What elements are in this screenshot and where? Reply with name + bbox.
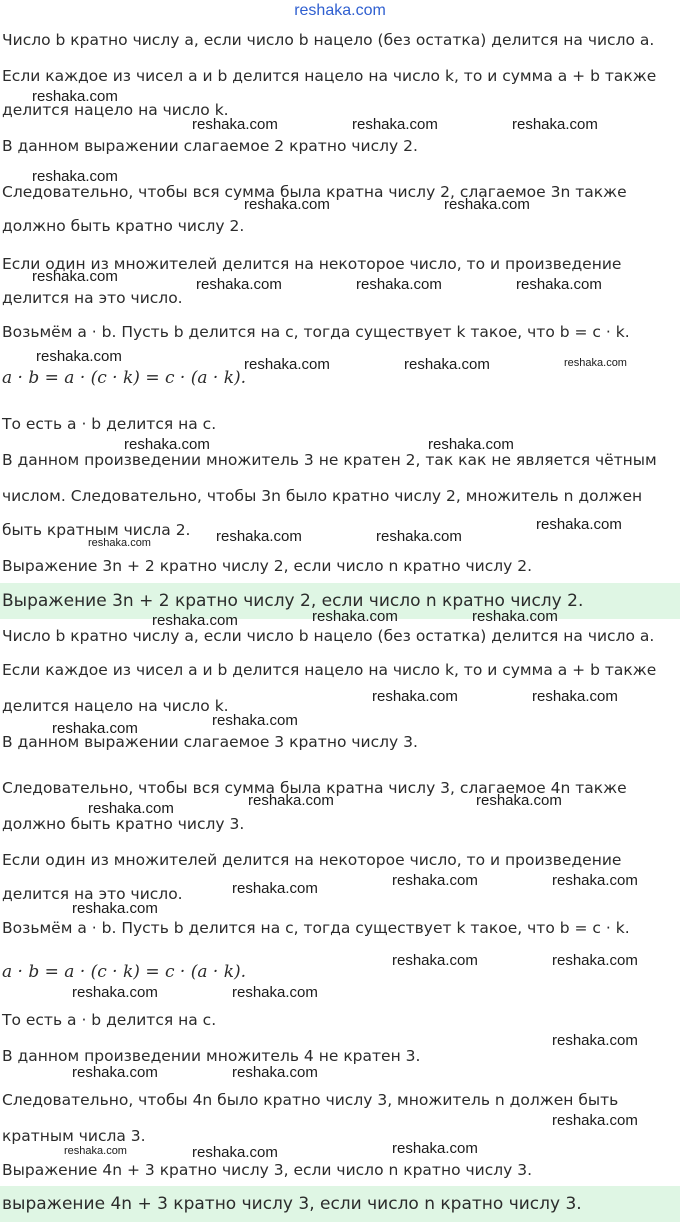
text-line: Если один из множителей делится на некоторое число, то и произведение	[2, 255, 622, 273]
text-line: делится на это число.	[2, 885, 183, 903]
formula-line: a · b = a · (c · k) = c · (a · k).	[2, 368, 247, 388]
watermark: reshaka.com	[392, 1140, 478, 1157]
watermark: reshaka.com	[552, 1112, 638, 1129]
text-line: Число b кратно числу a, если число b нацело (без остатка) делится на число a.	[2, 627, 655, 645]
watermark: reshaka.com	[196, 276, 282, 293]
watermark: reshaka.com	[64, 1145, 127, 1157]
watermark: reshaka.com	[124, 436, 210, 453]
watermark: reshaka.com	[392, 952, 478, 969]
text-line: Возьмём a · b. Пусть b делится на c, тогда существует k такое, что b = c · k.	[2, 919, 630, 937]
text-line: В данном произведении множитель 3 не кратен 2, так как не является чётным	[2, 451, 657, 469]
formula-line: a · b = a · (c · k) = c · (a · k).	[2, 962, 247, 982]
text-line: Следовательно, чтобы вся сумма была кратна числу 3, слагаемое 4n также	[2, 779, 627, 797]
watermark: reshaka.com	[244, 196, 330, 213]
watermark: reshaka.com	[444, 196, 530, 213]
answer-box	[0, 583, 680, 619]
watermark: reshaka.com	[512, 116, 598, 133]
text-line: делится нацело на число k.	[2, 697, 229, 715]
text-line: Следовательно, чтобы вся сумма была кратна числу 2, слагаемое 3n также	[2, 183, 627, 201]
text-line: числом. Следовательно, чтобы 3n было кратно числу 2, множитель n должен	[2, 487, 643, 505]
watermark: reshaka.com	[232, 1064, 318, 1081]
answer-box	[0, 1186, 680, 1222]
text-line: Если каждое из чисел a и b делится нацело на число k, то и сумма a + b также	[2, 661, 657, 679]
text-line: В данном выражении слагаемое 3 кратно числу 3.	[2, 733, 418, 751]
watermark: reshaka.com	[232, 984, 318, 1001]
watermark: reshaka.com	[248, 792, 334, 809]
text-line: Возьмём a · b. Пусть b делится на c, тогда существует k такое, что b = c · k.	[2, 323, 630, 341]
text-line: Если каждое из чисел a и b делится нацело на число k, то и сумма a + b также	[2, 67, 657, 85]
text-line: делится нацело на число k.	[2, 101, 229, 119]
text-line: быть кратным числа 2.	[2, 521, 191, 539]
watermark: reshaka.com	[232, 880, 318, 897]
watermark: reshaka.com	[32, 268, 118, 285]
watermark: reshaka.com	[192, 116, 278, 133]
watermark: reshaka.com	[376, 528, 462, 545]
watermark: reshaka.com	[72, 900, 158, 917]
text-line: Число b кратно числу a, если число b нацело (без остатка) делится на число a.	[2, 31, 655, 49]
text-line: То есть a · b делится на c.	[2, 415, 217, 433]
text-line: Выражение 4n + 3 кратно числу 3, если число n кратно числу 3.	[2, 1161, 533, 1179]
watermark: reshaka.com	[404, 356, 490, 373]
watermark: reshaka.com	[392, 872, 478, 889]
watermark: reshaka.com	[32, 88, 118, 105]
watermark: reshaka.com	[356, 276, 442, 293]
watermark: reshaka.com	[52, 720, 138, 737]
watermark: reshaka.com	[476, 792, 562, 809]
watermark: reshaka.com	[244, 356, 330, 373]
text-line: То есть a · b делится на c.	[2, 1011, 217, 1029]
watermark: reshaka.com	[36, 348, 122, 365]
text-line: В данном выражении слагаемое 2 кратно числу 2.	[2, 137, 418, 155]
text-line: В данном произведении множитель 4 не кратен 3.	[2, 1047, 421, 1065]
watermark: reshaka.com	[352, 116, 438, 133]
answer-text: выражение 4n + 3 кратно числу 3, если число n кратно числу 3.	[2, 1194, 582, 1214]
watermark: reshaka.com	[532, 688, 618, 705]
watermark: reshaka.com	[552, 872, 638, 889]
watermark: reshaka.com	[212, 712, 298, 729]
text-line: Следовательно, чтобы 4n было кратно числу 3, множитель n должен быть	[2, 1091, 619, 1109]
watermark: reshaka.com	[32, 168, 118, 185]
watermark: reshaka.com	[192, 1144, 278, 1161]
watermark: reshaka.com	[428, 436, 514, 453]
text-line: Выражение 3n + 2 кратно числу 2, если число n кратно числу 2.	[2, 557, 533, 575]
watermark: reshaka.com	[564, 357, 627, 369]
watermark: reshaka.com	[552, 952, 638, 969]
watermark: reshaka.com	[472, 608, 558, 625]
text-line: Если один из множителей делится на некоторое число, то и произведение	[2, 851, 622, 869]
watermark: reshaka.com	[536, 516, 622, 533]
watermark: reshaka.com	[88, 537, 151, 549]
site-logo: reshaka.com	[294, 2, 386, 19]
watermark: reshaka.com	[72, 1064, 158, 1081]
watermark: reshaka.com	[216, 528, 302, 545]
text-line: должно быть кратно числу 3.	[2, 815, 245, 833]
watermark: reshaka.com	[516, 276, 602, 293]
watermark: reshaka.com	[72, 984, 158, 1001]
answer-text: Выражение 3n + 2 кратно числу 2, если число n кратно числу 2.	[2, 591, 584, 611]
watermark: reshaka.com	[372, 688, 458, 705]
text-line: кратным числа 3.	[2, 1127, 146, 1145]
watermark: reshaka.com	[312, 608, 398, 625]
watermark: reshaka.com	[88, 800, 174, 817]
watermark: reshaka.com	[152, 612, 238, 629]
text-line: должно быть кратно числу 2.	[2, 217, 245, 235]
text-line: делится на это число.	[2, 289, 183, 307]
watermark: reshaka.com	[552, 1032, 638, 1049]
